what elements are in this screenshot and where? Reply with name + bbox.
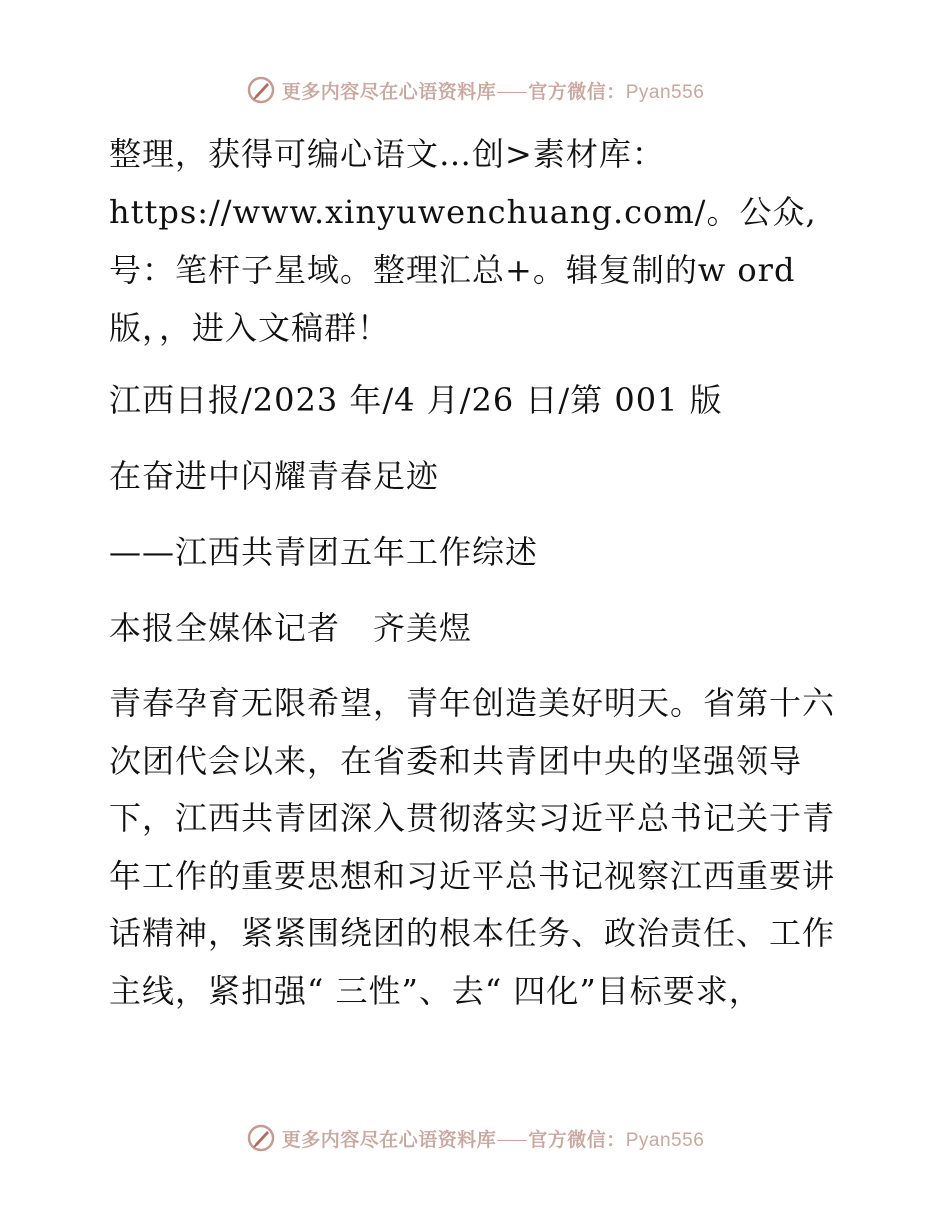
source-line: 江西日报/2023 年/4 月/26 日/第 001 版 — [109, 381, 723, 419]
body-paragraph: 青春孕育无限希望，青年创造美好明天。省第十六次团代会以来，在省委和共青团中央的坚强领导下，江西共青团深入贯彻落实习近平总书记关于青年工作的重要思想和习近平总书记视察江西重要讲话精神，紧紧围绕团的根本任务、政治责任、工作主线，紧扣强“ 三性”、去“ 四化”目标要求， — [109, 684, 836, 1010]
banner-handle: Pyan556 — [625, 1129, 705, 1151]
article-title: 在奋进中闪耀青春足迹 — [109, 457, 440, 495]
byline: 本报全媒体记者 齐美煜 — [109, 609, 473, 647]
quill-logo-icon — [246, 75, 276, 105]
footer-watermark-banner — [0, 1118, 950, 1158]
banner-dash — [497, 92, 527, 93]
document-content — [97, 125, 857, 1038]
intro-paragraph: 整理，获得可编心语文…创>素材库：https://www.xinyuwenchuang.com/。公众,号：笔杆子星域。整理汇总+。辑复制的w ord版，，进入文稿群！ — [109, 135, 817, 347]
quill-logo-icon — [246, 1123, 276, 1153]
header-watermark-banner — [0, 70, 950, 110]
banner-text: 更多内容尽在心语资料库 官方微信：Pyan556 — [281, 1128, 705, 1151]
article-subtitle: ——江西共青团五年工作综述 — [109, 533, 539, 571]
banner-dash — [497, 1140, 527, 1141]
banner-handle: Pyan556 — [625, 81, 705, 103]
banner-text: 更多内容尽在心语资料库 官方微信：Pyan556 — [281, 80, 705, 103]
